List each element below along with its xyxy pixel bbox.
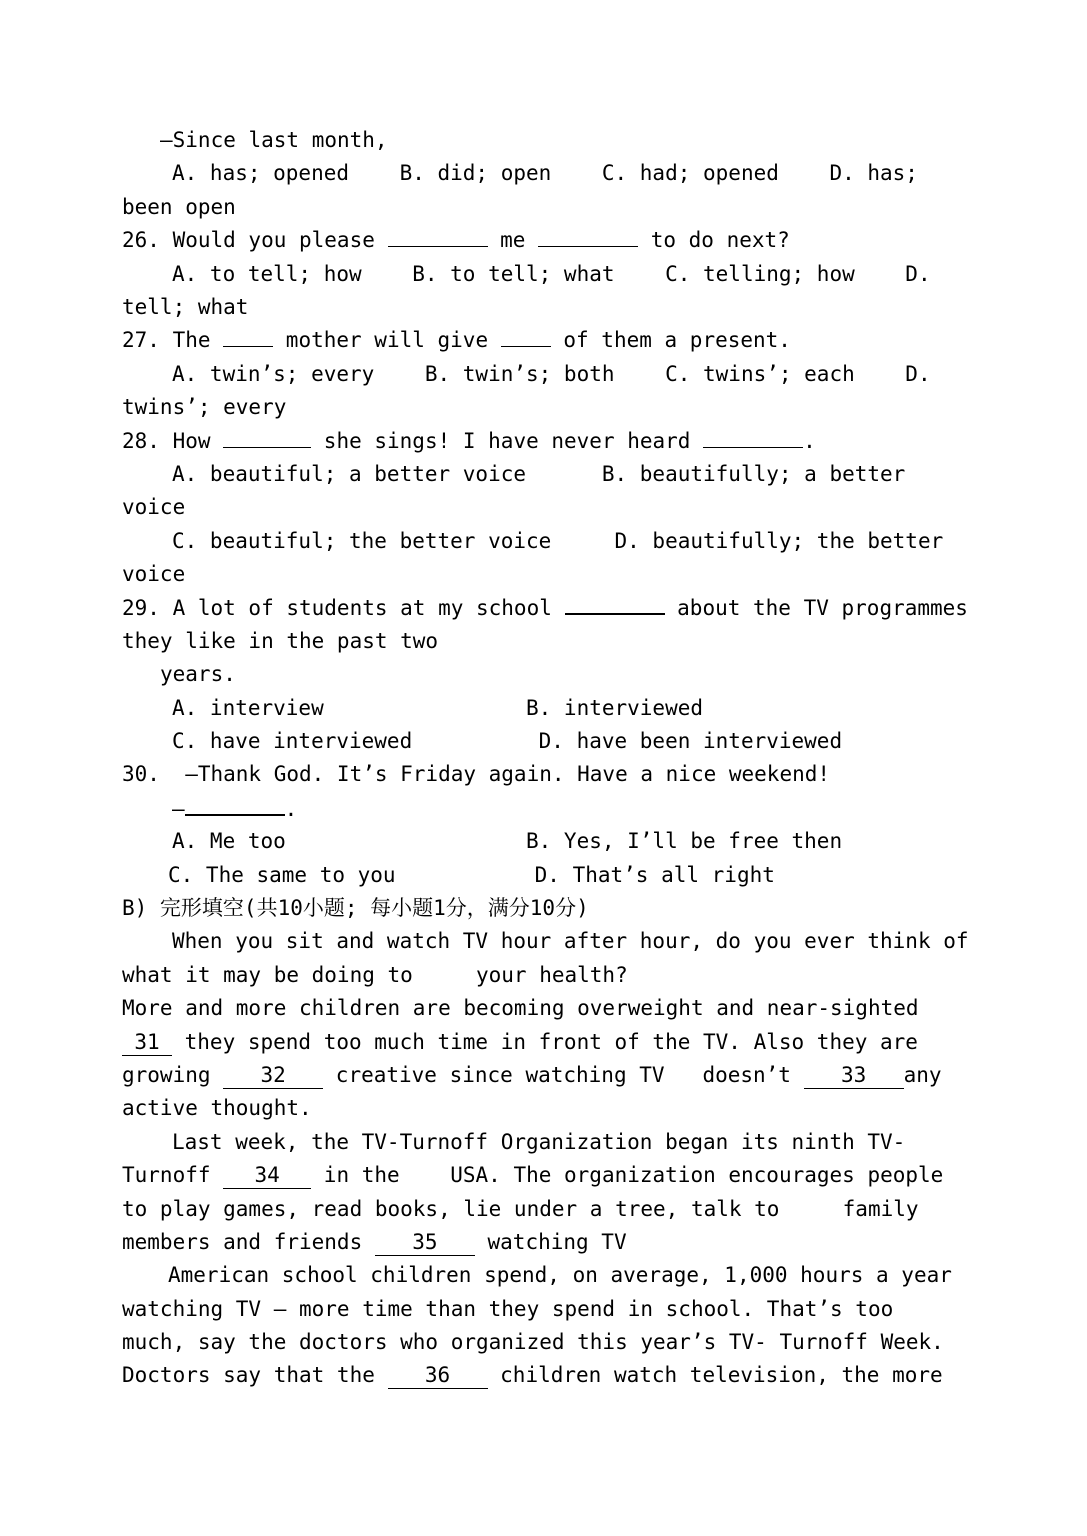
question-27: 27. The mother will give of them a present.: [122, 324, 972, 357]
options-line: A. interview B. interviewed: [172, 695, 704, 720]
answer-blank: [223, 324, 273, 347]
text-line: tell; what: [122, 294, 249, 319]
document-page: [122, 124, 972, 1393]
passage-line: 31 they spend too much time in front of the TV. Also they are: [122, 1026, 972, 1059]
passage-line: what it may be doing to your health?: [122, 962, 628, 987]
passage-line: active thought.: [122, 1096, 312, 1121]
answer-blank: [565, 591, 665, 615]
text-line: years.: [160, 662, 236, 687]
dialogue-line: — .: [122, 792, 972, 825]
blank-35: 35: [375, 1229, 475, 1256]
question-30: 30. —Thank God. It’s Friday again. Have a nice weekend!: [122, 762, 831, 787]
passage-line: American school children spend, on average, 1,000 hours a year: [168, 1263, 952, 1288]
passage-line: Doctors say that the 36 children watch television, the more: [122, 1363, 943, 1388]
options-line: A. has; opened B. did; open C. had; opened D. has;: [172, 161, 918, 186]
options-line: C. The same to you D. That’s all right: [168, 862, 775, 887]
passage-line: When you sit and watch TV hour after hour, do you ever think of: [172, 929, 969, 954]
options-line: A. twin’s; every B. twin’s; both C. twins’; each D.: [172, 361, 931, 386]
answer-blank: [501, 324, 551, 347]
text-line: been open: [122, 194, 236, 219]
text-line: voice: [122, 495, 186, 520]
options-line: A. to tell; how B. to tell; what C. telling; how D.: [172, 261, 931, 286]
text-line: —Since last month,: [160, 128, 388, 152]
passage-line: growing 32 creative since watching TV doesn’t 33 any: [122, 1062, 942, 1087]
section-heading: B) 完形填空(共10小题; 每小题1分，满分10分): [122, 895, 589, 920]
answer-blank: [538, 224, 638, 247]
answer-blank: [703, 425, 803, 448]
passage-line: much, say the doctors who organized this year’s TV- Turnoff Week.: [122, 1330, 944, 1355]
passage-line: More and more children are becoming overweight and near-sighted: [122, 996, 919, 1021]
options-line: A. Me too B. Yes, I’ll be free then: [172, 829, 843, 854]
passage-line: Last week, the TV-Turnoff Organization began its ninth TV-: [172, 1129, 906, 1154]
question-29: 29. A lot of students at my school about the TV programmes: [122, 591, 972, 624]
options-line: C. have interviewed D. have been interviewed: [172, 729, 843, 754]
passage-line: Turnoff 34 in the USA. The organization encourages people: [122, 1163, 944, 1188]
answer-blank: [223, 425, 311, 448]
passage-line: to play games, read books, lie under a tree, talk to family: [122, 1196, 919, 1221]
blank-31: 31: [122, 1029, 172, 1056]
answer-blank: [388, 224, 488, 247]
question-28: 28. How she sings! I have never heard .: [122, 425, 972, 458]
options-line: A. beautiful; a better voice B. beautifully; a better: [172, 461, 906, 486]
passage-line: watching TV — more time than they spend in school. That’s too: [122, 1296, 894, 1321]
blank-34: 34: [223, 1162, 311, 1189]
question-26: 26. Would you please me to do next?: [122, 224, 972, 257]
text-line: twins’; every: [122, 395, 287, 420]
options-line: C. beautiful; the better voice D. beautifully; the better: [172, 528, 944, 553]
blank-36: 36: [388, 1362, 488, 1389]
answer-blank: [185, 792, 285, 816]
blank-33: 33: [804, 1062, 904, 1089]
text-line: voice: [122, 562, 186, 587]
passage-line: members and friends 35 watching TV: [122, 1229, 627, 1254]
text-line: they like in the past two: [122, 628, 439, 653]
blank-32: 32: [223, 1062, 323, 1089]
